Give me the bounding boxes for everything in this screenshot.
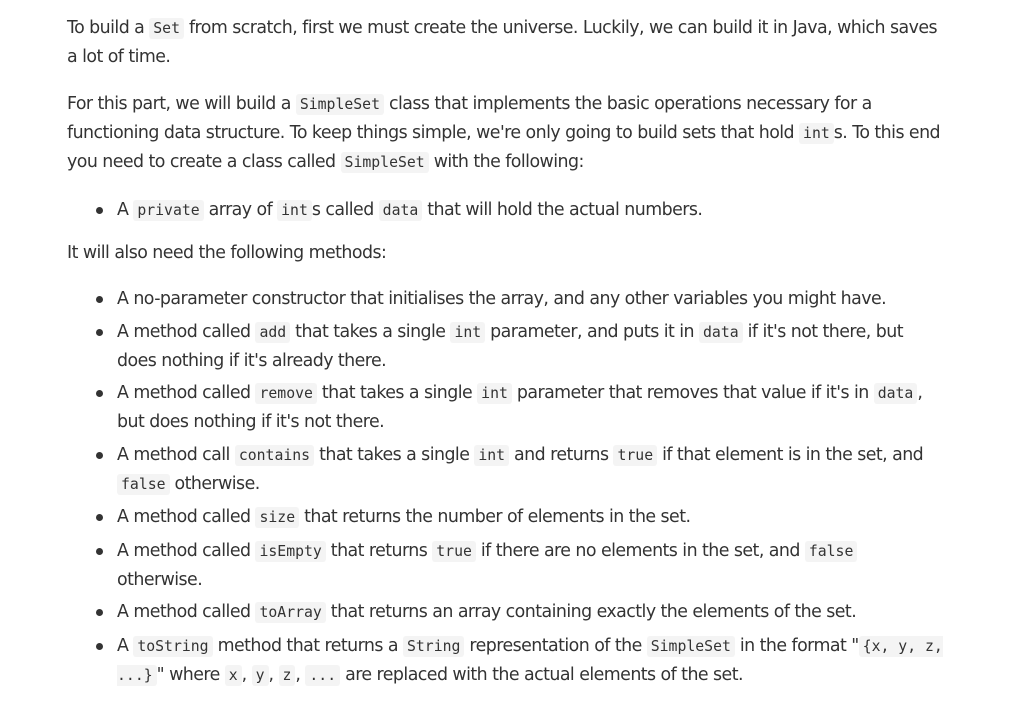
- list-item: [117, 537, 947, 594]
- text: that takes a single: [290, 321, 451, 342]
- bullet-icon: [96, 514, 103, 521]
- text: that takes a single: [314, 444, 475, 465]
- inline-code: int: [799, 123, 834, 144]
- text: if that element is in the set, and: [657, 444, 924, 465]
- text: if there are no elements in the set, and: [475, 540, 805, 561]
- inline-code: true: [432, 541, 476, 562]
- text: s. To this end you need to create a class called: [67, 123, 941, 172]
- inline-code: data: [699, 322, 743, 343]
- text: For this part, we will build a: [67, 94, 296, 114]
- inline-code: SimpleSet: [296, 94, 384, 115]
- text: ,: [295, 664, 306, 685]
- inline-code: z: [279, 665, 296, 686]
- list-item: [117, 632, 947, 690]
- inline-code: int: [450, 322, 485, 343]
- inline-code: {x, y, z, ...}: [117, 637, 943, 684]
- inline-code: SimpleSet: [647, 636, 735, 657]
- bullet-icon: [96, 609, 103, 616]
- list-item: [117, 318, 947, 375]
- inline-code: false: [117, 474, 170, 495]
- inline-code: false: [805, 541, 858, 562]
- bullet-icon: [96, 296, 103, 303]
- bullet-icon: [96, 207, 103, 214]
- text: A: [117, 635, 134, 656]
- text: parameter, and puts it in: [485, 321, 699, 342]
- list-item: [117, 503, 947, 532]
- bullet-icon: [96, 452, 103, 459]
- inline-code: size: [255, 507, 299, 528]
- inline-code: remove: [255, 383, 316, 404]
- list-item: [117, 441, 947, 499]
- text: A no-parameter constructor that initialises the array, and any other variables you might have.: [117, 289, 887, 309]
- list-item: [117, 379, 947, 436]
- text: method that returns a: [212, 635, 403, 656]
- inline-code: int: [477, 383, 512, 404]
- list-item: [117, 196, 947, 225]
- text: ,: [241, 664, 252, 685]
- inline-code: x: [225, 665, 242, 686]
- inline-code: int: [277, 200, 312, 221]
- description-paragraph: [67, 90, 947, 177]
- text: A method called: [117, 540, 256, 561]
- inline-code: private: [133, 200, 203, 221]
- text: that takes a single: [316, 383, 478, 403]
- inline-code: isEmpty: [255, 541, 325, 562]
- text: To build a: [67, 18, 150, 38]
- inline-code: true: [613, 445, 657, 466]
- inline-code: ...: [305, 665, 340, 686]
- fields-list: [67, 196, 947, 225]
- text: A method called: [117, 507, 256, 527]
- inline-code: contains: [235, 445, 314, 466]
- text: otherwise.: [169, 473, 260, 494]
- text: s called: [311, 200, 379, 220]
- bullet-icon: [96, 548, 103, 555]
- text: are replaced with the actual elements of the set.: [340, 664, 743, 685]
- bullet-icon: [96, 329, 103, 336]
- text: that returns the number of elements in the set.: [299, 507, 691, 527]
- text: " where: [156, 664, 225, 685]
- methods-intro: It will also need the following methods:: [67, 243, 387, 263]
- text: parameter that removes that value if it's in: [511, 383, 874, 403]
- text: A method call: [117, 444, 235, 465]
- text: representation of the: [464, 635, 647, 656]
- text: A method called: [117, 383, 256, 403]
- methods-list: [67, 285, 947, 690]
- text: ,: [268, 664, 279, 685]
- inline-code: add: [255, 322, 290, 343]
- intro-paragraph: [67, 14, 947, 71]
- text: that will hold the actual numbers.: [422, 200, 703, 220]
- inline-code: data: [874, 383, 918, 404]
- text: and returns: [509, 444, 614, 465]
- text: A method called: [117, 602, 256, 622]
- text: from scratch, first we must create the universe. Luckily, we can build it in Java, which saves a lot of time.: [67, 18, 937, 67]
- inline-code: toArray: [255, 602, 325, 623]
- inline-code: data: [379, 200, 423, 221]
- text: that returns an array containing exactly the elements of the set.: [325, 602, 857, 622]
- inline-code: int: [474, 445, 509, 466]
- inline-code: String: [403, 636, 464, 657]
- text: in the format ": [734, 635, 859, 656]
- text: A method called: [117, 321, 256, 342]
- text: if it's not there, but does nothing if it's already there.: [117, 321, 903, 371]
- text: that returns: [325, 540, 433, 561]
- inline-code: toString: [133, 636, 212, 657]
- text: class that implements the basic operations necessary for a functioning data structure. To keep things simple, we're only going to build sets that hold: [67, 94, 872, 143]
- bullet-icon: [96, 390, 103, 397]
- inline-code: y: [252, 665, 269, 686]
- text: , but does nothing if it's not there.: [117, 383, 923, 432]
- text: otherwise.: [117, 569, 203, 590]
- list-item: [117, 598, 947, 627]
- text: A: [117, 200, 134, 220]
- bullet-icon: [96, 643, 103, 650]
- text: array of: [203, 200, 278, 220]
- list-item: [117, 285, 947, 313]
- text: with the following:: [428, 152, 584, 172]
- inline-code: SimpleSet: [341, 152, 429, 173]
- inline-code: Set: [149, 18, 184, 39]
